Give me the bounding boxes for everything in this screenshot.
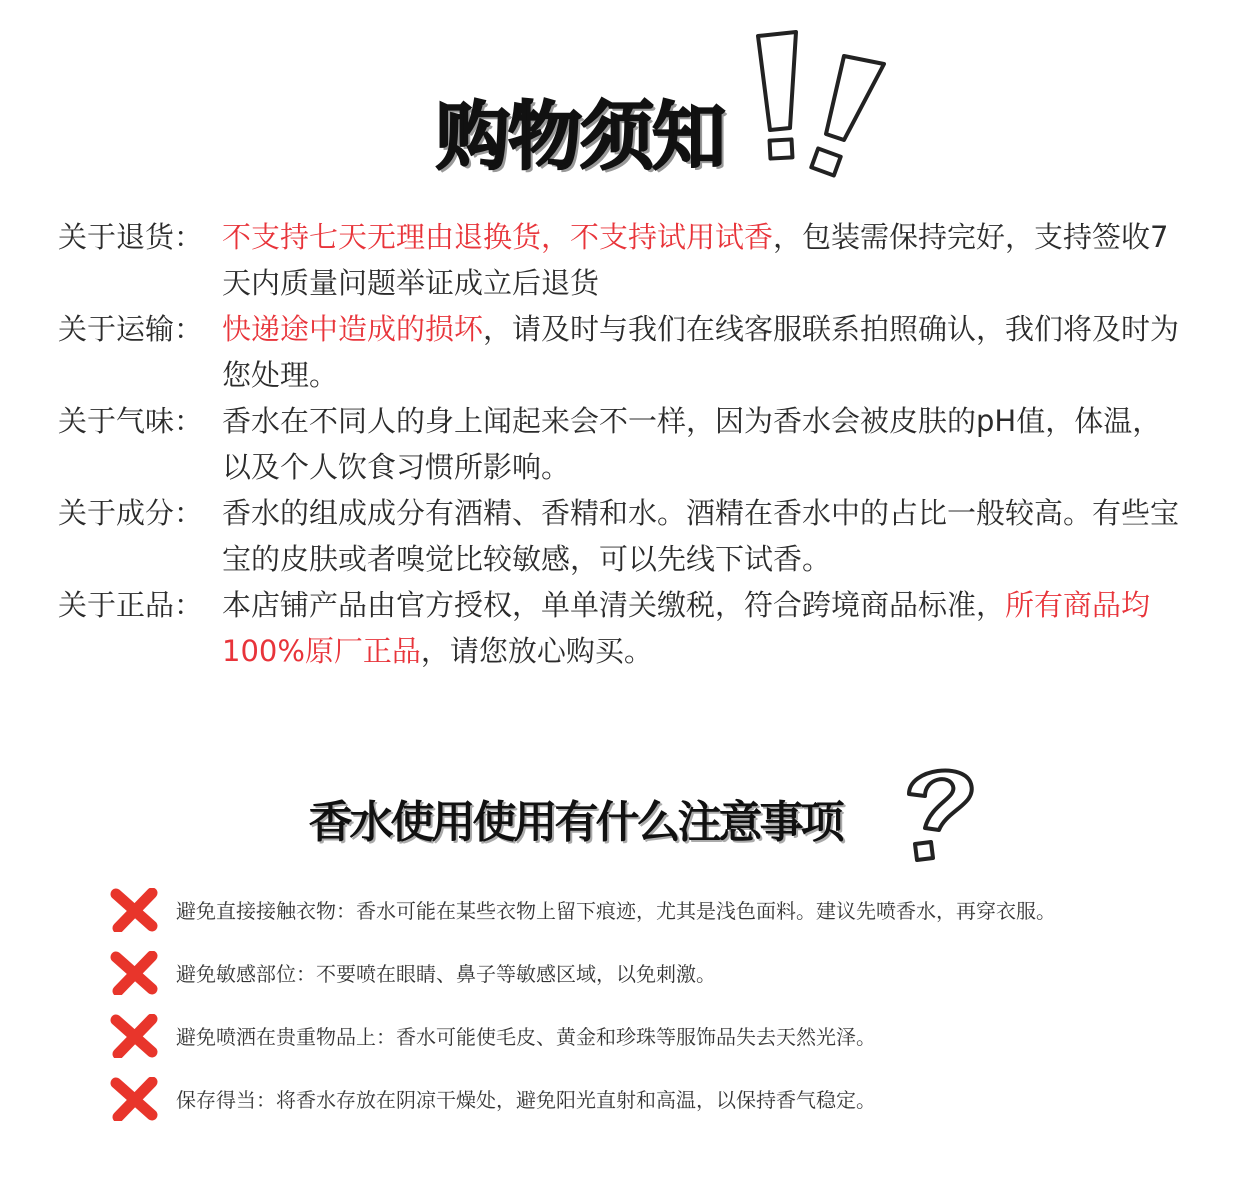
tip-text: 避免喷洒在贵重物品上：香水可能使毛皮、黄金和珍珠等服饰品失去天然光泽。 bbox=[176, 1025, 876, 1049]
notice-text: ，包装需保持完好，支持签收7天内质量问题举证成立后退货 bbox=[222, 220, 1169, 300]
notice-text: ，请您放心购买。 bbox=[420, 634, 653, 668]
red-x-icon bbox=[92, 1077, 176, 1121]
question-mark-icon bbox=[895, 760, 985, 870]
notice-scent bbox=[58, 398, 1188, 490]
notice-ingredients bbox=[58, 490, 1188, 582]
notice-highlight: 快递途中造成的损坏 bbox=[222, 312, 484, 346]
notice-text: 香水的组成成分有酒精、香精和水。酒精在香水中的占比一般较高。有些宝宝的皮肤或者嗅觉比较敏感，可以先线下试香。 bbox=[222, 496, 1180, 576]
notice-shipping bbox=[58, 306, 1188, 398]
notice-text: 本店铺产品由官方授权，单单清关缴税，符合跨境商品标准， bbox=[222, 588, 1006, 622]
tip-text: 避免直接接触衣物：香水可能在某些衣物上留下痕迹，尤其是浅色面料。建议先喷香水，再穿衣服。 bbox=[176, 899, 1056, 923]
notice-highlight: 所有商品均100%原厂正品 bbox=[222, 588, 1151, 668]
list-item bbox=[92, 1004, 1202, 1067]
notice-label: 关于退货： bbox=[58, 220, 204, 254]
tip-text: 避免敏感部位：不要喷在眼睛、鼻子等敏感区域，以免刺激。 bbox=[176, 962, 716, 986]
tips-list bbox=[92, 878, 1202, 1130]
list-item bbox=[92, 878, 1202, 941]
notice-label: 关于气味： bbox=[58, 404, 204, 438]
tip-text: 保存得当：将香水存放在阴凉干燥处，避免阳光直射和高温，以保持香气稳定。 bbox=[176, 1088, 876, 1112]
notice-text: 香水在不同人的身上闻起来会不一样，因为香水会被皮肤的pH值，体温，以及个人饮食习惯所影响。 bbox=[222, 404, 1162, 484]
notice-highlight: 不支持七天无理由退换货，不支持试用试香 bbox=[222, 220, 774, 254]
notice-text: ，请及时与我们在线客服联系拍照确认，我们将及时为您处理。 bbox=[222, 312, 1180, 392]
page-title: 购物须知 bbox=[436, 94, 724, 180]
shopping-notice bbox=[58, 214, 1188, 674]
notice-label: 关于运输： bbox=[58, 312, 204, 346]
double-exclamation-icon bbox=[752, 28, 892, 188]
list-item bbox=[92, 1067, 1202, 1130]
notice-label: 关于成分： bbox=[58, 496, 204, 530]
list-item bbox=[92, 941, 1202, 1004]
notice-label: 关于正品： bbox=[58, 588, 204, 622]
notice-return bbox=[58, 214, 1188, 306]
red-x-icon bbox=[92, 888, 176, 932]
red-x-icon bbox=[92, 1014, 176, 1058]
notice-authentic bbox=[58, 582, 1188, 674]
tips-title: 香水使用使用有什么注意事项 bbox=[308, 797, 842, 848]
red-x-icon bbox=[92, 951, 176, 995]
